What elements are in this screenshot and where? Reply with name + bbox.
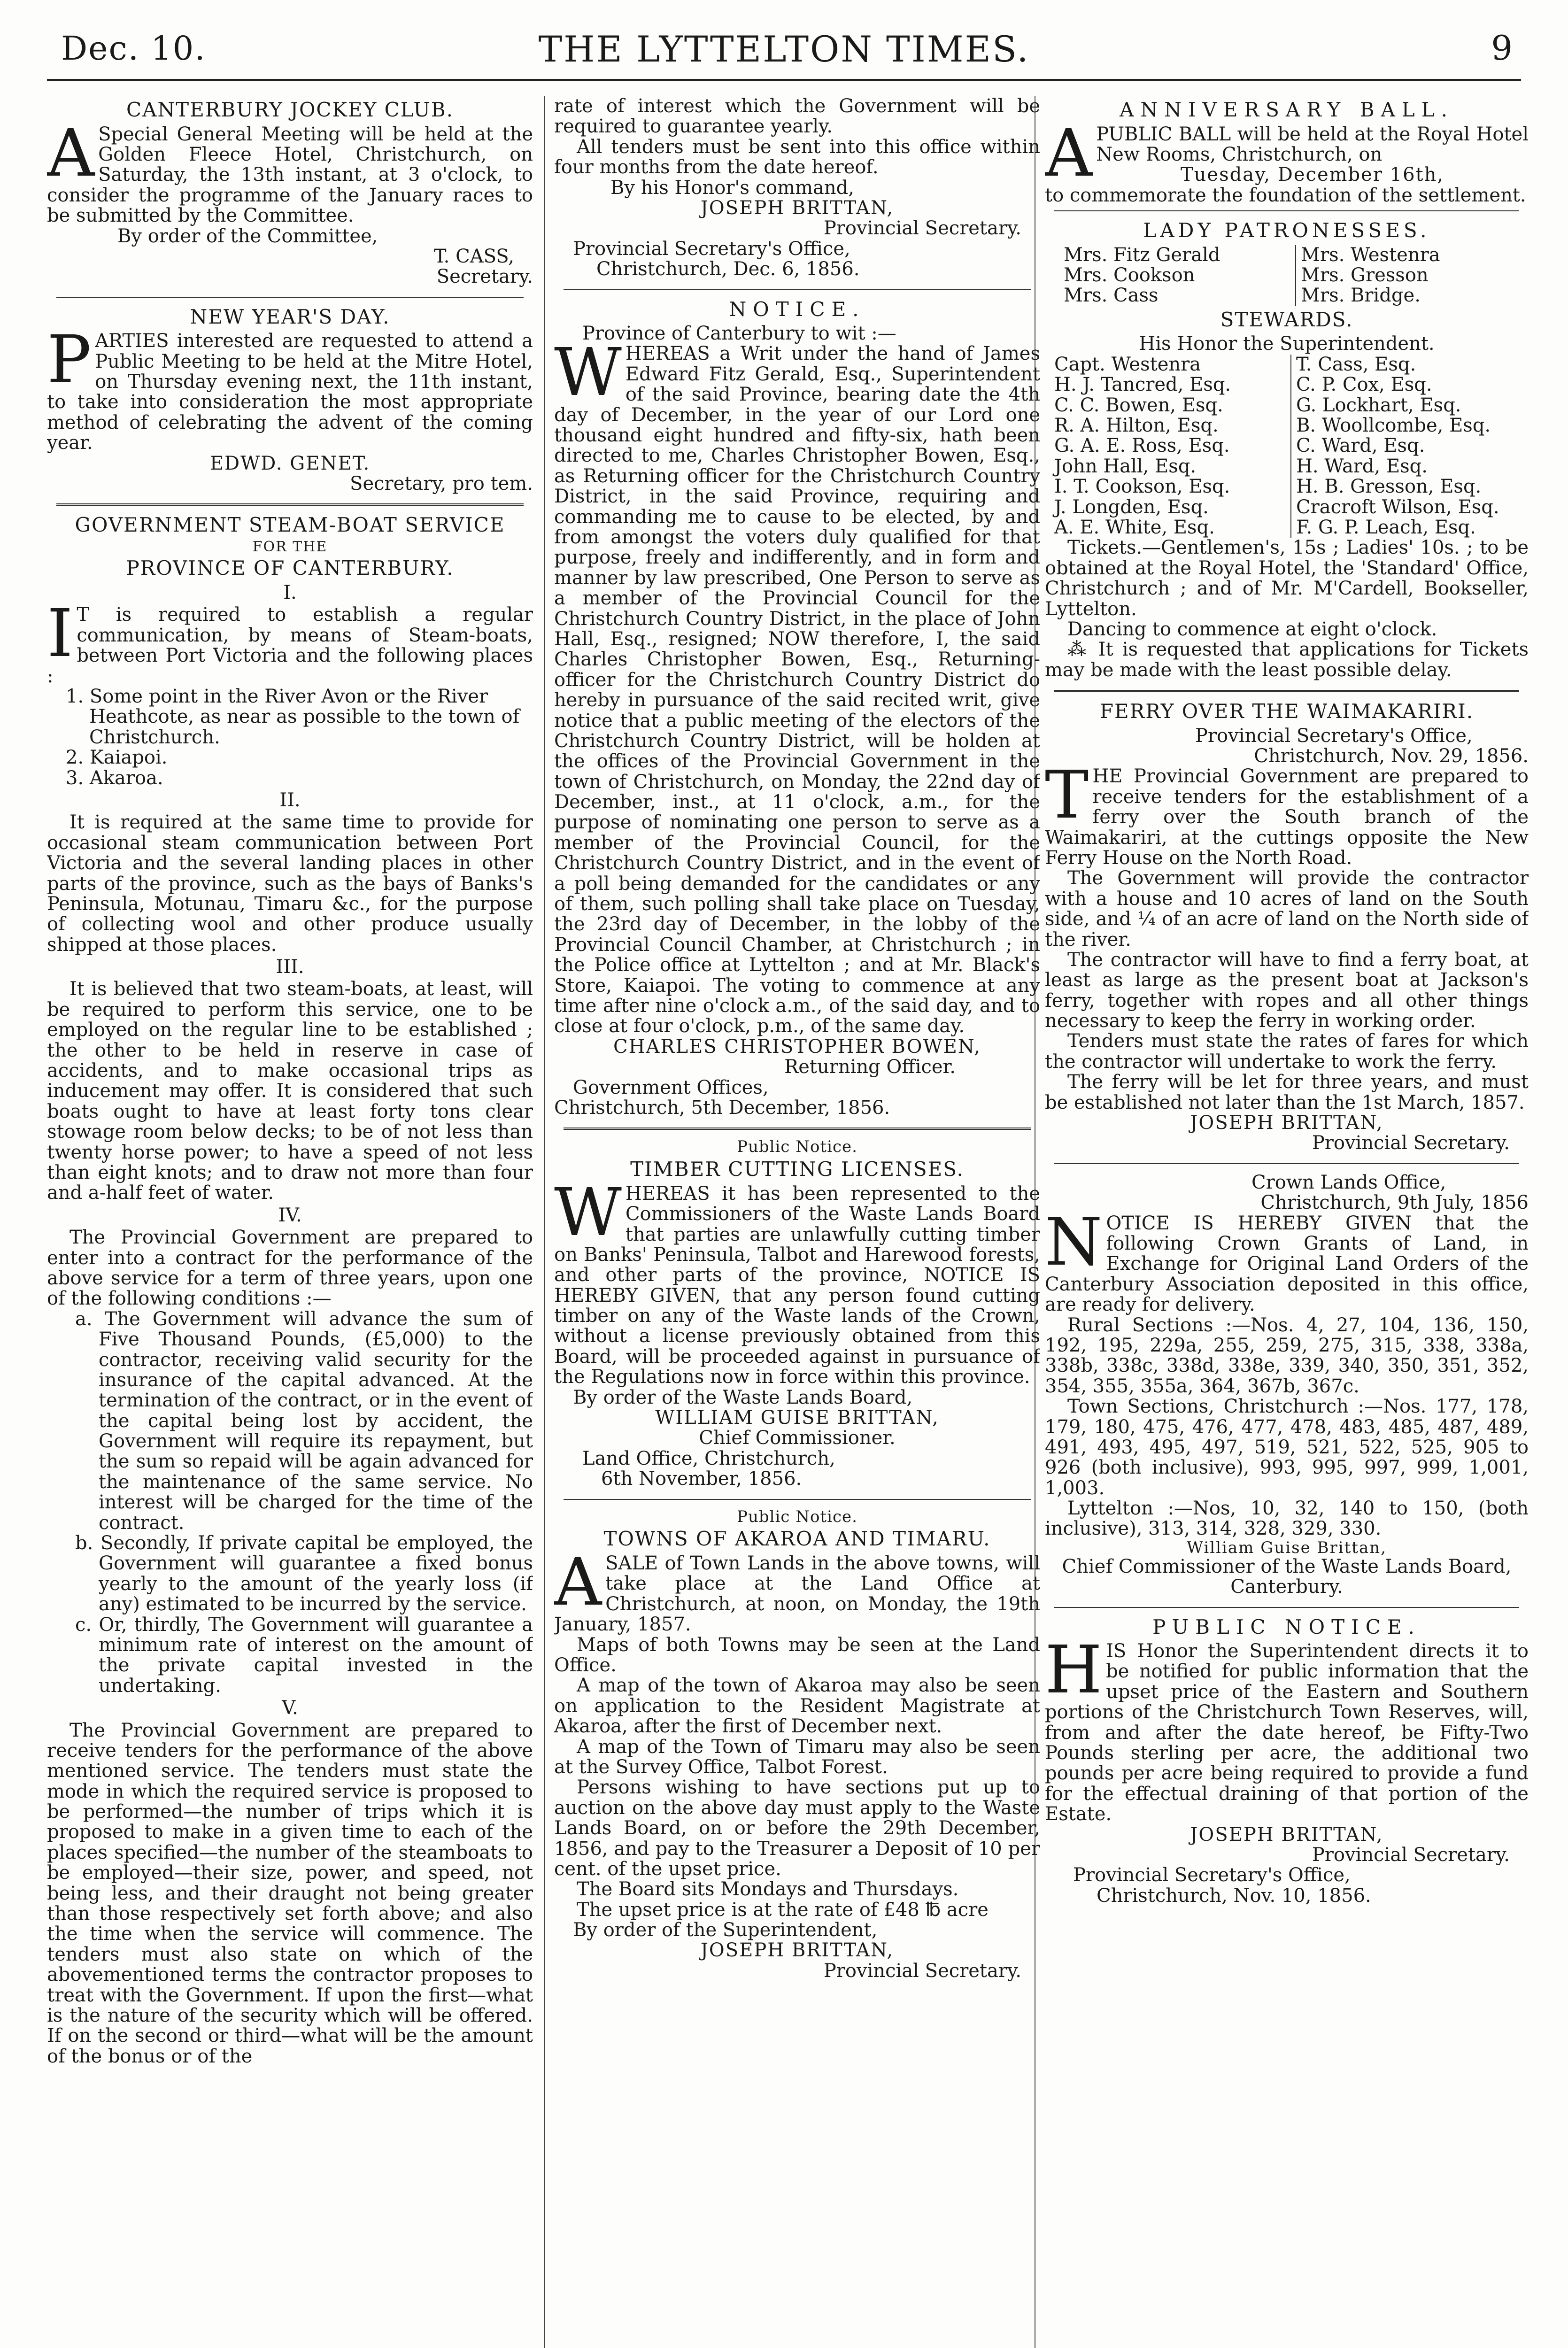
ad-jockey-club (47, 99, 533, 292)
list-item: H. J. Tancred, Esq. (1054, 374, 1231, 396)
masthead (0, 0, 1568, 82)
ad-crown-grants (1045, 1173, 1529, 1602)
stewards-list (1045, 355, 1529, 538)
rural-sections: Rural Sections :—Nos. 4, 27, 104, 136, 150, 192, 195, 229a, 255, 259, 275, 315, 338, 338a, 338b, 338c, 338d, 338e, 339, 340, 350, 351, 352, 354, 355, 355a, 364, 367b, 367c. (1045, 1314, 1529, 1397)
ad-text: Maps of both Towns may be seen at the Land Office. (554, 1634, 1040, 1676)
ad-signatory-title: Chief Commissioner of the Waste Lands Board, Canterbury. (1062, 1555, 1512, 1598)
ad-date: 6th November, 1856. (601, 1468, 802, 1490)
section-number: II. (279, 789, 301, 811)
ad-office: Government Offices, (573, 1076, 769, 1098)
ad-anniversary-ball (1045, 99, 1529, 685)
ad-text: The Government will provide the contractor with a house and 10 acres of land on the South side, and ¼ of an acre of land on the North side of the river. (1045, 867, 1529, 950)
list-item: F. G. P. Leach, Esq. (1296, 516, 1476, 538)
section-text: It is required at the same time to provide for occasional steam communication between Port Victoria and the several landing places in other parts of the province, such as the bays of Banks's Peninsula, Motunau, Timaru &c., for the purpose of collecting wool and other produce usually shipped at those places. (47, 811, 533, 956)
ad-kicker: Public Notice. (737, 1137, 857, 1157)
section-text: The Provincial Government are prepared to receive tenders for the performance of the above mentioned service. The tenders must state the mode in which the required service is proposed to be performed—the number of trips which it is proposed to make in a given time to each of the places specified—the number of the steamboats to be employed—their size, power, and speed, not being less, and their draught not being greater than those respectively set forth above; and also the time when the service will commence. The tenders must also state on which of the abovementioned terms the contractor proposes to treat with the Government. If upon the first—what is the nature of the security which will be offered. If on the second or third—what will be the amount of the bonus or of the (47, 1719, 533, 2067)
section-number: V. (282, 1697, 298, 1719)
section-text: All tenders must be sent into this office within four months from the date hereof. (554, 136, 1040, 178)
ad-body: PARTIES interested are requested to attend a Public Meeting to be held at the Mitre Hotel, on Thursday evening next, the 11th instant, to take into consideration the most appropriate method of celebrating the advent of the coming year. (47, 322, 533, 454)
list-item: Mrs. Cass (1064, 285, 1159, 307)
ad-body: WHEREAS a Writ under the hand of James Edward Fitz Gerald, Esq., Superintendent of the said Province, bearing date the 4th day of December, in the year of our Lord one thousand eight hundred and fifty-six, hath been directed to me, Charles Christopher Bowen, Esq., as Returning officer for the Christchurch Country District, in the said Province, requiring and commanding me to cause to be elected, by and from amongst the voters duly qualified for that purpose, freely and indifferently, and in form and manner by law prescribed, One Person to serve as a member of the Provincial Council for the Christchurch Country District, in the place of John Hall, Esq., resigned; NOW therefore, I, the said Charles Christopher Bowen, Esq., Returning-officer for the Christchurch Country District do hereby in pursuance of the said recited writ, give notice that a public meeting of the electors of the Christchurch Country District, will be holden at the offices of the Provincial Government in the town of Christchurch, on Monday, the 22nd day of December, inst., at 11 o'clock, a.m., for the purpose of nominating one person to serve as a member of the Provincial Council, for the Christchurch Country District, and in the event of a poll being demanded for the candidates or any of them, such polling shall take place on Tuesday, the 23rd day of December, in the lobby of the Provincial Council Chamber, at Christchurch ; in the Police office at Lyttelton ; and at Mr. Black's Store, Kaiapoi. The voting to commence at any time after nine o'clock a.m., of the said day, and to close at four o'clock, p.m., of the same day. (554, 334, 1040, 1037)
divider (564, 289, 1031, 290)
ad-signatory-title: Provincial Secretary. (823, 1960, 1021, 1982)
patronesses-left (1064, 245, 1296, 306)
divider (1054, 1163, 1519, 1164)
ad-heading: GOVERNMENT STEAM-BOAT SERVICE (75, 513, 505, 537)
ad-body: ASALE of Town Lands in the above towns, will take place at the Land Office at Christchurch, at noon, on Monday, the 19th January, 1857. (554, 1544, 1040, 1636)
section-number: IV. (278, 1204, 302, 1226)
section-number: III. (276, 956, 304, 978)
town-sections: Town Sections, Christchurch :—Nos. 177, 178, 179, 180, 475, 476, 477, 478, 483, 485, 487, 489, 491, 493, 495, 497, 519, 521, 522, 525, 905 to 926 (both inclusive), 993, 995, 997, 999, 1,001, 1,003. (1045, 1396, 1529, 1499)
ad-text: Persons wishing to have sections put up to auction on the above day must apply to the Waste Lands Board, on or before the 29th December, 1856, and pay to the Treasurer a Deposit of 10 per cent. of the upset price. (554, 1776, 1040, 1880)
divider (564, 1128, 1031, 1130)
ad-office: Provincial Secretary's Office, (1073, 1864, 1351, 1886)
ad-timber-licenses (554, 1138, 1040, 1494)
ad-steam-boat-continued (554, 96, 1040, 285)
list-item: I. T. Cookson, Esq. (1054, 476, 1230, 498)
ad-subheading: PROVINCE OF CANTERBURY. (126, 556, 454, 580)
ad-text: Tenders must state the rates of fares for which the contractor will undertake to work the ferry. (1045, 1030, 1529, 1073)
list-item: Mrs. Westenra (1301, 244, 1440, 266)
list-item: R. A. Hilton, Esq. (1054, 414, 1219, 436)
list-item: 2. Kaiapoi. (66, 747, 168, 769)
list-item: G. A. E. Ross, Esq. (1054, 435, 1230, 457)
list-item: 3. Akaroa. (66, 767, 163, 789)
ad-body: WHEREAS it has been represented to the Commissioners of the Waste Lands Board that parties are unlawfully cutting timber on Banks' Peninsula, Talbot and Harewood forests, and other parts of the province, NOTICE IS HEREBY GIVEN, that any person found cutting timber on any of the Waste lands of the Crown, without a license previously obtained from this Board, will be proceeded against in pursuance of the Regulations now in force within this province. (554, 1174, 1040, 1388)
ad-date: Christchurch, Dec. 6, 1856. (596, 258, 860, 280)
ad-notice-writ (554, 299, 1040, 1123)
ad-body: ASpecial General Meeting will be held at the Golden Fleece Hotel, Christchurch, on Saturday, the 13th instant, at 3 o'clock, to consider the programme of the January races to be submitted by the Committee. (47, 115, 533, 227)
ad-text: A map of the Town of Timaru may also be seen at the Survey Office, Talbot Forest. (554, 1736, 1040, 1778)
divider (1054, 1607, 1519, 1608)
divider (564, 1499, 1031, 1500)
ad-province: Province of Canterbury to wit :— (582, 323, 896, 345)
ad-order: By order of the Superintendent, (573, 1919, 878, 1941)
stewards-superintendent: His Honor the Superintendent. (1139, 333, 1435, 355)
list-item: T. Cass, Esq. (1296, 353, 1416, 375)
ad-public-notice (1045, 1616, 1529, 1911)
ad-signatory-title: Returning Officer. (784, 1056, 956, 1078)
column-2 (554, 96, 1040, 2348)
list-item: Mrs. Fitz Gerald (1064, 244, 1220, 266)
ad-towns-akaroa-timaru (554, 1508, 1040, 1986)
ad-signatory: T. CASS, (433, 245, 514, 267)
ad-signatory: JOSEPH BRITTAN, (700, 1939, 894, 1962)
ad-signatory-title: Secretary, pro tem. (350, 472, 533, 494)
ad-office: Provincial Secretary's Office, (573, 238, 850, 260)
ad-signatory: JOSEPH BRITTAN, (1190, 1823, 1383, 1846)
list-item: J. Longden, Esq. (1054, 496, 1209, 518)
list-item: C. Ward, Esq. (1296, 435, 1425, 457)
condition-a: a. The Government will advance the sum of Five Thousand Pounds, (£5,000) to the contractor, receiving valid security for the insurance of the capital advanced. At the termination of the contract, or in the event of the capital being lost by accident, the Government will require its repayment, but the sum so repaid will be again advanced for the maintenance of the same service. No interest will be charged for the time of the contract. (75, 1308, 533, 1534)
divider (1054, 690, 1519, 692)
ad-steam-boat-service (47, 514, 533, 2071)
ad-body: HIS Honor the Superintendent directs it to be notified for public information that the upset price of the Eastern and Southern portions of the Christchurch Town Reserves, will, from and after the date hereof, be Fifty-Two Pounds sterling per acre, the additional two pounds per acre being required to provide a fund for the effectual draining of that portion of the Estate. (1045, 1632, 1529, 1825)
condition-b: b. Secondly, If private capital be employed, the Government will guarantee a fixed bonus yearly to the amount of the yearly loss (if any) estimated to be incurred by the service. (75, 1532, 533, 1615)
divider (1054, 210, 1519, 211)
ad-kicker: Public Notice. (737, 1507, 857, 1526)
ad-signatory: JOSEPH BRITTAN, (1190, 1112, 1383, 1134)
stewards-right (1296, 355, 1529, 538)
ad-signatory: William Guise Brittan, (1187, 1538, 1387, 1557)
list-item: 1. Some point in the River Avon or the River Heathcote, as near as possible to the town of Christchurch. (66, 686, 520, 748)
ad-office: Crown Lands Office, (1251, 1171, 1446, 1193)
dancing-time: Dancing to commence at eight o'clock. (1067, 618, 1437, 640)
ad-signatory-title: Provincial Secretary. (1312, 1132, 1510, 1154)
ball-date: Tuesday, December 16th, (1180, 164, 1444, 186)
ad-date: Christchurch, 5th December, 1856. (554, 1097, 890, 1119)
ad-date: Christchurch, 9th July, 1856 (1260, 1192, 1529, 1214)
ad-text: The upset price is at the rate of £48 ℔ acre (577, 1899, 989, 1921)
issue-date: Dec. 10. (61, 29, 206, 68)
patronesses-right (1301, 245, 1529, 306)
page-number: 9 (1491, 28, 1513, 68)
list-item: B. Woollcombe, Esq. (1296, 414, 1491, 436)
list-item: Mrs. Bridge. (1301, 285, 1421, 307)
ad-signatory-title: Secretary. (436, 266, 533, 288)
ad-heading: TIMBER CUTTING LICENSES. (630, 1158, 964, 1181)
lyttelton-sections: Lyttelton :—Nos, 10, 32, 140 to 150, (both inclusive), 313, 314, 328, 329, 330. (1045, 1498, 1529, 1540)
list-item: C. P. Cox, Esq. (1296, 374, 1432, 396)
ad-signatory: EDWD. GENET. (209, 452, 371, 474)
ad-text: A map of the town of Akaroa may also be seen on application to the Resident Magistrate at Akaroa, after the first of December next. (554, 1675, 1040, 1738)
section-text: IT is required to establish a regular communication, by means of Steam-boats, between Port Victoria and the following places : (47, 595, 533, 687)
condition-c: c. Or, thirdly, The Government will guarantee a minimum rate of interest on the amount of the private capital invested in the undertaking. (75, 1614, 533, 1697)
newspaper-title: THE LYTTELTON TIMES. (538, 28, 1030, 70)
section-text: The Provincial Government are prepared to enter into a contract for the performance of the above service for a term of three years, upon one of the following conditions :— (47, 1227, 533, 1310)
ad-heading: PUBLIC NOTICE. (1152, 1615, 1421, 1638)
ad-heading: ANNIVERSARY BALL. (1120, 98, 1454, 121)
ad-text: The ferry will be let for three years, and must be established not later than the 1st March, 1857. (1045, 1071, 1529, 1113)
ad-heading: FERRY OVER THE WAIMAKARIRI. (1099, 700, 1474, 723)
list-item: Mrs. Gresson (1301, 264, 1429, 286)
divider (56, 297, 524, 298)
ad-body: THE Provincial Government are prepared to receive tenders for the establishment of a ferry over the South branch of the Waimakariri, at the cuttings opposite the New Ferry House on the North Road. (1045, 757, 1529, 869)
ad-signatory-title: Provincial Secretary. (823, 217, 1021, 239)
lady-patronesses-heading: LADY PATRONESSES. (1143, 219, 1430, 242)
ad-signatory: CHARLES CHRISTOPHER BOWEN, (613, 1035, 981, 1058)
ad-office: Provincial Secretary's Office, (1195, 725, 1473, 747)
list-item: Cracroft Wilson, Esq. (1296, 496, 1499, 518)
ad-order: By order of the Waste Lands Board, (573, 1386, 913, 1408)
places-list (47, 687, 533, 788)
ad-heading: TOWNS OF AKAROA AND TIMARU. (603, 1527, 991, 1551)
section-text: It is believed that two steam-boats, at least, will be required to perform this service, one to be employed on the regular line to be established ; the other to be held in reserve in case of accidents, and to make occasional trips as inducement may offer. It is considered that such boats ought to have at least forty tons clear stowage room below decks; to be of not less than twenty horse power; to have a speed of not less than eight knots; and to draw not more than four and a-half feet of water. (47, 978, 533, 1204)
list-item: G. Lockhart, Esq. (1296, 394, 1461, 416)
ad-signatory: WILLIAM GUISE BRITTAN, (655, 1407, 939, 1429)
ad-signatory: JOSEPH BRITTAN, (700, 197, 894, 219)
ad-text: The contractor will have to find a ferry boat, at least as large as the present boat at Jackson's ferry, together with ropes and all other things necessary to keep the ferry in working order. (1045, 949, 1529, 1032)
ticket-request: ⁂ It is requested that applications for Tickets may be made with the least possible delay. (1045, 639, 1529, 681)
section-number: I. (283, 582, 297, 604)
section-text: rate of interest which the Government will be required to guarantee yearly. (554, 96, 1040, 138)
masthead-rule (47, 79, 1521, 81)
ad-ferry-waimakariri (1045, 701, 1529, 1159)
ad-heading: NEW YEAR'S DAY. (190, 305, 390, 328)
ad-text: The Board sits Mondays and Thursdays. (577, 1878, 959, 1900)
list-item: Mrs. Cookson (1064, 264, 1195, 286)
ad-command: By his Honor's command, (610, 177, 854, 199)
ad-subheading: FOR THE (252, 538, 328, 555)
ticket-info: Tickets.—Gentlemen's, 15s ; Ladies' 10s. ; to be obtained at the Royal Hotel, the 'Standard' Office, Christchurch ; and of Mr. M'Cardell, Bookseller, Lyttelton. (1045, 537, 1529, 620)
ad-signatory-title: Provincial Secretary. (1312, 1844, 1510, 1866)
list-item: Capt. Westenra (1054, 353, 1201, 375)
list-item: John Hall, Esq. (1054, 455, 1197, 477)
list-item: C. C. Bowen, Esq. (1054, 394, 1223, 416)
column-1 (47, 96, 533, 2348)
column-3 (1045, 96, 1529, 2348)
ad-heading: NOTICE. (729, 297, 865, 321)
ad-date: Christchurch, Nov. 29, 1856. (1254, 745, 1529, 767)
ad-order: By order of the Committee, (117, 225, 378, 247)
list-item: A. E. White, Esq. (1054, 516, 1215, 538)
divider (56, 503, 524, 506)
stewards-left (1054, 355, 1291, 538)
ad-office: Land Office, Christchurch, (582, 1447, 835, 1469)
list-item: H. Ward, Esq. (1296, 455, 1428, 477)
ad-heading: CANTERBURY JOCKEY CLUB. (126, 98, 454, 121)
stewards-heading: STEWARDS. (1220, 308, 1353, 331)
ad-body: NOTICE IS HEREBY GIVEN that the following Crown Grants of Land, in Exchange for Original Land Orders of the Canterbury Association deposited in this office, are ready for delivery. (1045, 1204, 1529, 1316)
ad-new-years-day (47, 306, 533, 499)
ad-date: Christchurch, Nov. 10, 1856. (1097, 1885, 1371, 1907)
ad-text: to commemorate the foundation of the settlement. (1045, 184, 1526, 206)
list-item: H. B. Gresson, Esq. (1296, 476, 1482, 498)
patronesses-list (1045, 245, 1529, 306)
column-divider (544, 96, 545, 2348)
ad-body: APUBLIC BALL will be held at the Royal Hotel New Rooms, Christchurch, on (1045, 115, 1529, 192)
ad-signatory-title: Chief Commissioner. (699, 1427, 896, 1449)
